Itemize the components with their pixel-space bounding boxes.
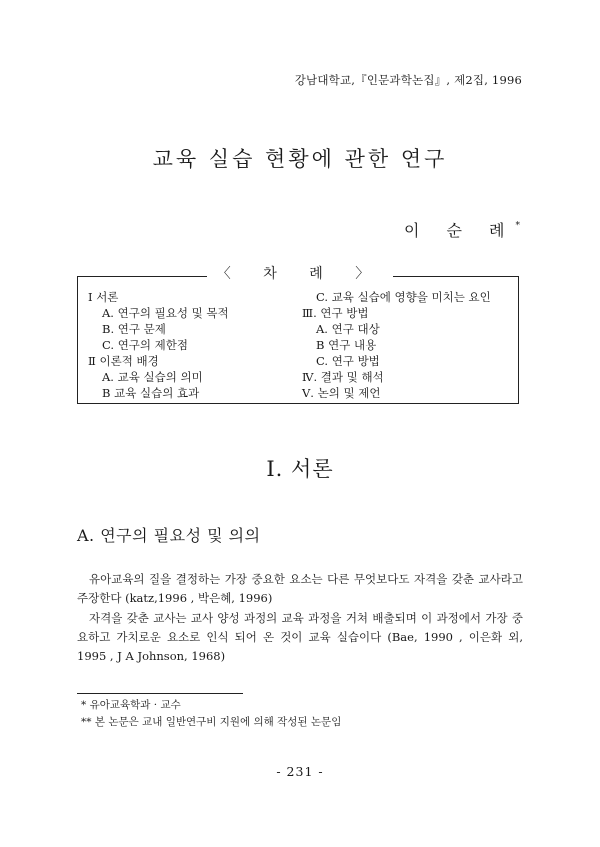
toc-item: B. 연구 문제 — [102, 322, 166, 336]
author-name-text: 이 순 례 — [403, 221, 516, 240]
body-paragraph — [77, 609, 523, 666]
toc-item: A. 연구 대상 — [316, 322, 380, 336]
footnote: * 유아교육학과 · 교수 — [81, 699, 181, 711]
toc-item: Ⅲ. 연구 방법 — [302, 306, 369, 320]
toc-heading-text: 〈 차 례 〉 — [207, 266, 393, 282]
footnote-divider — [77, 693, 243, 694]
toc-left-column — [88, 289, 229, 401]
body-paragraph — [77, 570, 523, 608]
toc-item: C. 연구의 제한점 — [102, 338, 189, 352]
author-footnote-mark: * — [515, 220, 520, 231]
paragraph-text: 자격을 갖춘 교사는 교사 양성 과정의 교육 과정을 거쳐 배출되며 이 과정에서 가장 중요하고 가치로운 요소로 인식 되어 온 것이 교육 실습이다 (Bae, 1990 , 이은화 외, 1995 , J A Johnson, 1968) — [77, 611, 523, 663]
toc-item: Ⅴ. 논의 및 제언 — [302, 386, 381, 400]
footnote: ** 본 논문은 교내 일반연구비 지원에 의해 작성된 논문임 — [81, 716, 342, 728]
toc-item: B 교육 실습의 효과 — [102, 386, 200, 400]
toc-item: A. 연구의 필요성 및 목적 — [102, 306, 229, 320]
subsection-heading: A. 연구의 필요성 및 의의 — [77, 526, 261, 545]
toc-item: C. 교육 실습에 영향을 미치는 요인 — [316, 290, 491, 304]
toc-item: C. 연구 방법 — [316, 354, 380, 368]
paper-title: 교육 실습 현황에 관한 연구 — [152, 147, 448, 171]
paragraph-text: 유아교육의 질을 결정하는 가장 중요한 요소는 다른 무엇보다도 자격을 갖춘 교사라고 주장한다 (katz,1996 , 박은혜, 1996) — [77, 572, 523, 605]
toc-item: Ⅳ. 결과 및 해석 — [302, 370, 384, 384]
journal-citation: 강남대학교,『인문과학논집』, 제2집, 1996 — [294, 73, 522, 87]
toc-item: B 연구 내용 — [316, 338, 377, 352]
author-name — [404, 218, 520, 241]
toc-item: A. 교육 실습의 의미 — [102, 370, 203, 384]
page-number: - 231 - — [276, 764, 324, 779]
toc-right-column — [302, 289, 491, 401]
toc-item: Ⅰ 서론 — [88, 290, 119, 304]
section-heading: Ⅰ. 서론 — [266, 457, 334, 481]
toc-item: Ⅱ 이론적 배경 — [88, 354, 159, 368]
toc-heading — [0, 263, 600, 283]
